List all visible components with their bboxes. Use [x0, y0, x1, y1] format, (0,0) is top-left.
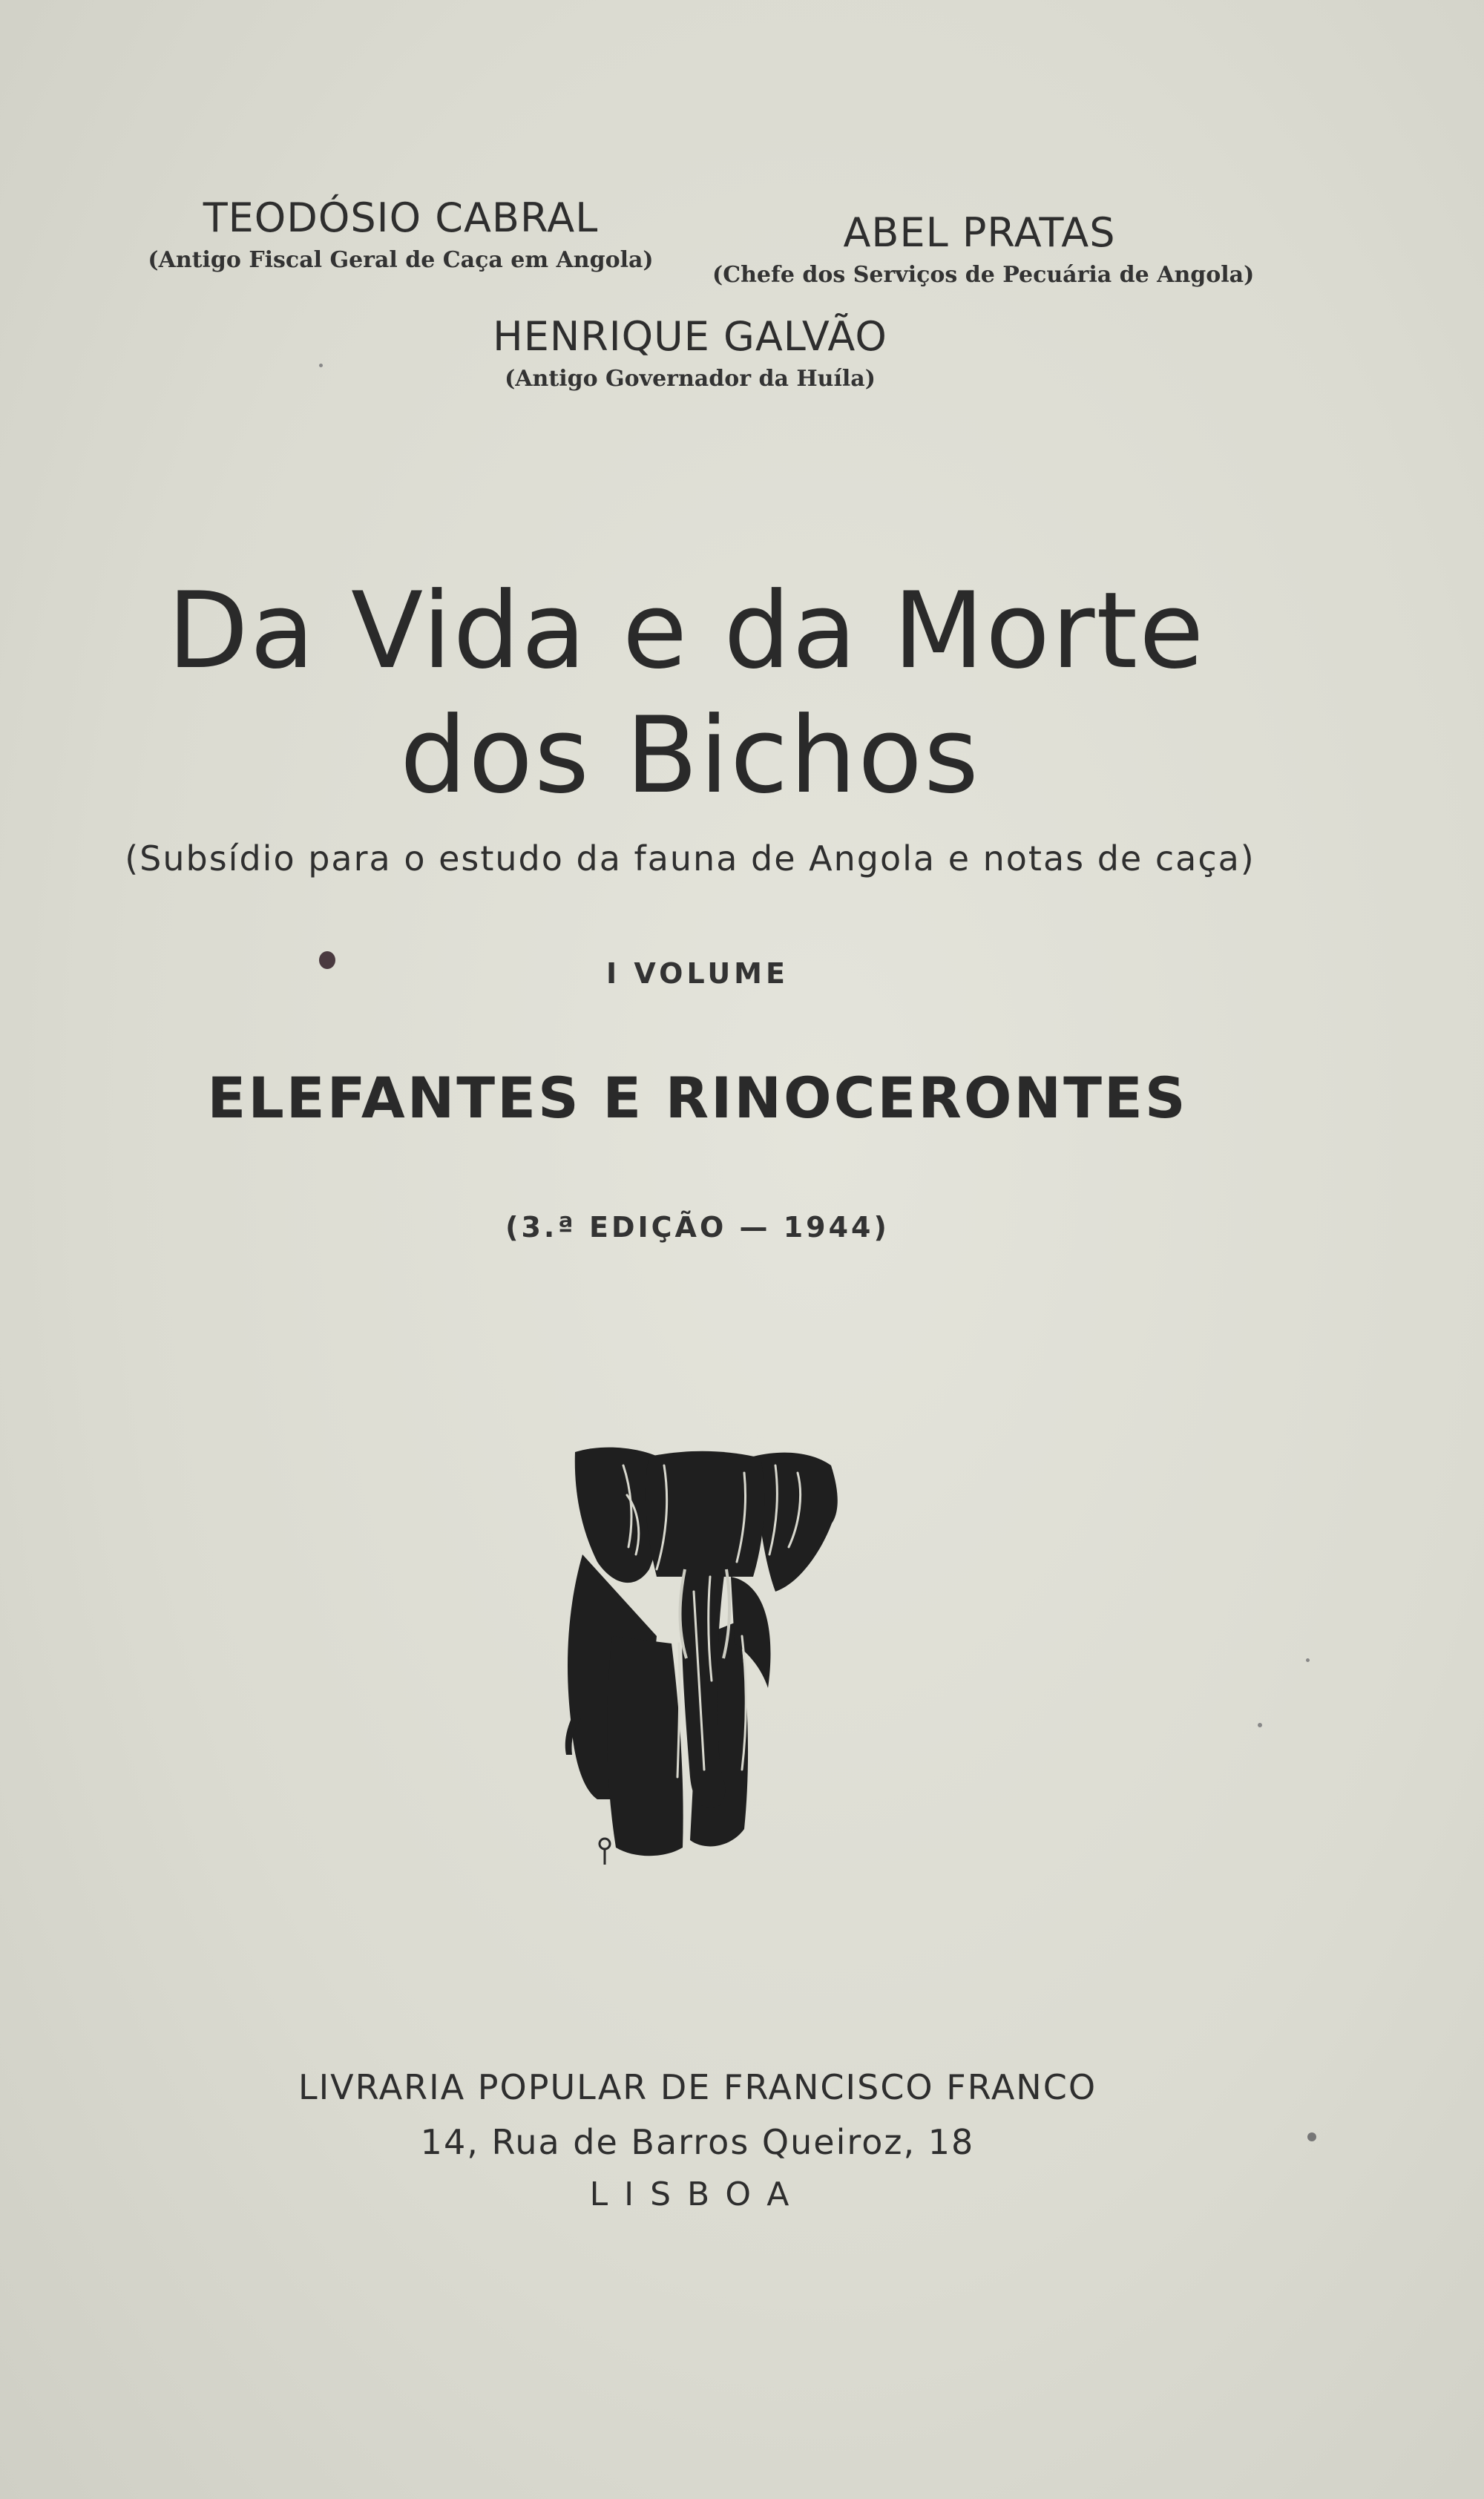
- author-block-cabral: [134, 194, 668, 273]
- paper-speck: [1306, 1658, 1310, 1662]
- book-subtitle: (Subsídio para o estudo da fauna de Angola e notas de caça): [125, 838, 1255, 879]
- volume-label: I VOLUME: [606, 957, 789, 990]
- author-affiliation: (Antigo Fiscal Geral de Caça em Angola): [148, 247, 654, 273]
- elephant-icon: [553, 1443, 850, 1881]
- edition-label: (3.ª EDIÇÃO — 1944): [505, 1211, 890, 1244]
- work-title: ELEFANTES E RINOCERONTES: [207, 1065, 1188, 1131]
- author-affiliation: (Chefe dos Serviços de Pecuária de Angola): [712, 262, 1255, 288]
- ink-spot: [319, 951, 335, 969]
- author-name: TEODÓSIO CABRAL: [203, 194, 599, 241]
- author-block-galvao: [416, 313, 965, 392]
- author-affiliation: (Antigo Governador da Huíla): [505, 366, 876, 392]
- publisher-address: 14, Rua de Barros Queiroz, 18: [420, 2122, 975, 2162]
- paper-speck: [1258, 1723, 1262, 1727]
- author-name: ABEL PRATAS: [843, 209, 1116, 256]
- publisher-name: LIVRARIA POPULAR DE FRANCISCO FRANCO: [298, 2067, 1097, 2107]
- author-block-pratas: [712, 209, 1255, 288]
- book-title-line2: dos Bichos: [400, 694, 980, 817]
- paper-speck: [319, 364, 323, 367]
- paper-speck: [1307, 2132, 1316, 2141]
- publisher-city: LISBOA: [589, 2175, 806, 2213]
- book-title-line1: Da Vida e da Morte: [167, 570, 1206, 692]
- author-name: HENRIQUE GALVÃO: [493, 313, 887, 360]
